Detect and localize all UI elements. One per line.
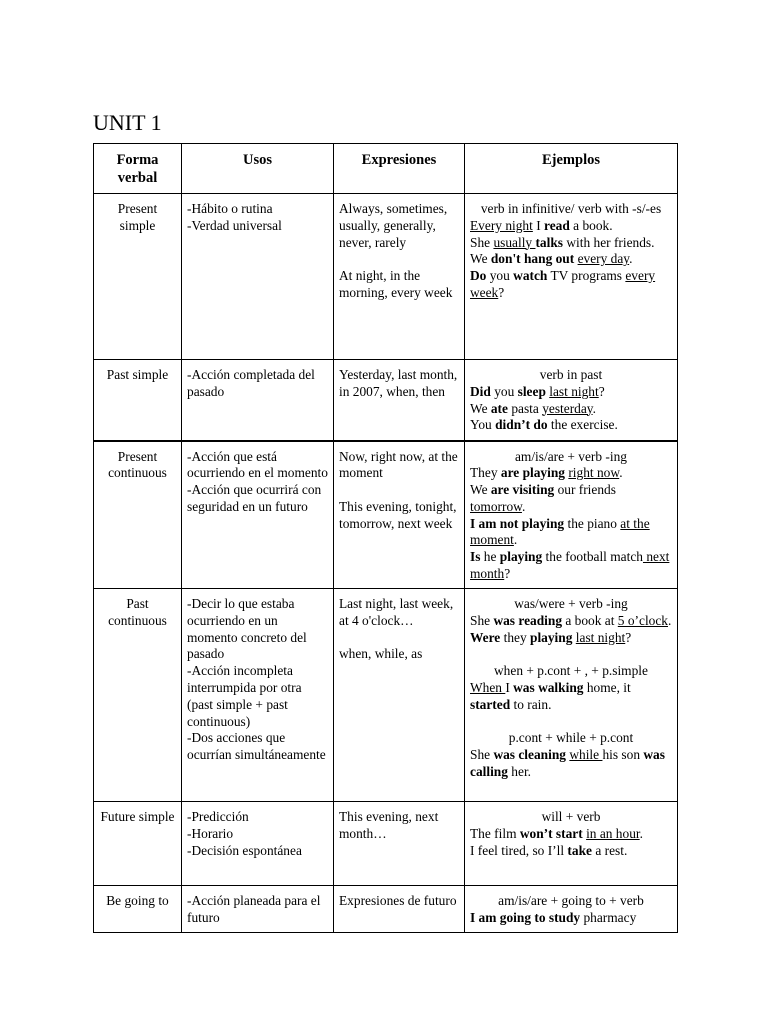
structure-formula: will + verb xyxy=(541,809,601,824)
form-text: Present simple xyxy=(117,201,158,233)
bold-verb: was reading xyxy=(493,612,563,628)
use-item: -Horario xyxy=(187,825,234,841)
structure-formula: verb in infinitive/ verb with -s/-es xyxy=(480,201,662,216)
text-segment: . xyxy=(619,465,623,481)
header-ejemplos: Ejemplos xyxy=(465,144,678,194)
header-expresiones: Expresiones xyxy=(334,144,465,194)
form-text: Past simple xyxy=(106,367,169,382)
structure-formula: verb in past xyxy=(539,367,603,382)
underlined-time-expression: last night xyxy=(549,383,599,399)
text-segment: TV programs xyxy=(547,268,626,284)
underlined-time-expression: in an hour xyxy=(586,825,640,841)
use-item: -Hábito o rutina xyxy=(187,201,273,216)
uses-cell xyxy=(182,802,334,886)
page-title: UNIT 1 xyxy=(93,110,162,135)
bold-verb: Did xyxy=(470,383,491,399)
example-sentence xyxy=(470,482,672,516)
structure-formula: was/were + verb -ing xyxy=(514,596,628,611)
text-segment: a rest. xyxy=(591,842,628,858)
use-item: -Predicción xyxy=(187,809,249,824)
text-segment: She xyxy=(470,747,494,763)
text-segment: pasta xyxy=(507,400,543,416)
structure-formula: p.cont + while + p.cont xyxy=(508,730,634,746)
text-segment: I xyxy=(505,679,514,695)
text-segment: the piano xyxy=(564,515,621,531)
bold-verb: didn’t do xyxy=(495,417,548,433)
uses-cell xyxy=(182,194,334,360)
bold-verb: are playing xyxy=(500,465,565,481)
examples-cell xyxy=(465,194,678,360)
example-sentence xyxy=(470,826,672,843)
example-sentence xyxy=(470,516,672,550)
underlined-time-expression: right now xyxy=(568,465,620,481)
bold-verb: won’t start xyxy=(519,825,583,841)
text-segment: ? xyxy=(504,566,511,582)
text-segment: her. xyxy=(507,763,532,779)
text-segment: he xyxy=(480,549,500,565)
underlined-time-expression: yesterday xyxy=(542,400,593,416)
bold-verb: sleep xyxy=(517,383,546,399)
bold-verb: I am not playing xyxy=(470,515,565,531)
underlined-time-expression: every week xyxy=(470,268,656,300)
use-item: -Acción planeada para el futuro xyxy=(187,893,321,925)
example-sentence xyxy=(470,549,672,583)
examples-cell xyxy=(465,441,678,589)
text-segment: the football match xyxy=(542,549,643,565)
expression-item: Always, sometimes, usually, generally, never, rarely xyxy=(339,201,448,250)
text-segment: . xyxy=(668,612,672,628)
bold-verb: talks xyxy=(535,234,564,250)
text-segment: a book at xyxy=(562,612,618,628)
form-text: Present continuous xyxy=(108,448,167,481)
example-sentence xyxy=(470,417,672,434)
bold-verb: don't hang out xyxy=(490,251,575,267)
form-cell xyxy=(94,802,182,886)
expression-item: This evening, next month… xyxy=(339,809,439,841)
table-row xyxy=(94,802,678,886)
bold-verb: watch xyxy=(513,268,548,284)
structure-formula: am/is/are + verb -ing xyxy=(514,448,628,464)
use-item: -Acción que ocurrirá con seguridad en un futuro xyxy=(187,482,322,514)
example-sentence xyxy=(470,235,672,252)
use-item: -Verdad universal xyxy=(187,217,282,233)
structure-formula: am/is/are + going to + verb xyxy=(498,893,644,908)
text-segment: you xyxy=(490,383,518,399)
text-segment: We xyxy=(470,251,491,267)
text-segment: She xyxy=(470,234,494,250)
example-sentence xyxy=(470,680,672,714)
text-segment: with her friends. xyxy=(563,234,655,250)
table-row xyxy=(94,589,678,802)
use-item: -Decir lo que estaba ocurriendo en un momento concreto del pasado xyxy=(187,596,307,662)
text-segment: ? xyxy=(498,284,505,300)
examples-cell xyxy=(465,360,678,441)
text-segment: . xyxy=(639,825,643,841)
bold-verb: take xyxy=(567,842,592,858)
uses-cell xyxy=(182,886,334,933)
example-sentence xyxy=(470,630,672,647)
table-row xyxy=(94,441,678,589)
underlined-time-expression: next month xyxy=(470,549,670,582)
form-cell xyxy=(94,589,182,802)
text-segment: his son xyxy=(602,747,644,763)
example-sentence xyxy=(470,251,672,268)
text-segment: they xyxy=(500,629,530,645)
bold-verb: playing xyxy=(530,629,573,645)
example-sentence xyxy=(470,910,672,927)
bold-verb: started xyxy=(470,696,511,712)
expression-item: This evening, tonight, tomorrow, next week xyxy=(339,498,457,531)
expressions-cell xyxy=(334,194,465,360)
text-segment: to rain. xyxy=(510,696,552,712)
example-sentence xyxy=(470,268,672,302)
table-row xyxy=(94,886,678,933)
underlined-time-expression: last night xyxy=(575,629,626,645)
text-segment: you xyxy=(486,268,514,284)
underlined-time-expression: 5 o’clock xyxy=(617,612,668,628)
text-segment: our friends xyxy=(554,482,616,498)
bold-verb: I am going to study xyxy=(470,909,581,925)
text-segment: home, it xyxy=(583,679,631,695)
text-segment: The film xyxy=(470,825,520,841)
text-segment: We xyxy=(470,482,491,498)
underlined-time-expression: every day xyxy=(577,251,630,267)
text-segment: They xyxy=(470,465,501,481)
text-segment: ? xyxy=(625,629,632,645)
bold-verb: was cleaning xyxy=(493,747,566,763)
use-item: -Acción completada del pasado xyxy=(187,367,315,399)
use-item: -Acción incompleta interrumpida por otra (past simple + past continuous) xyxy=(187,663,302,729)
underlined-time-expression: at the moment xyxy=(470,515,650,548)
text-segment: You xyxy=(470,417,496,433)
form-text: Future simple xyxy=(100,809,175,824)
bold-verb: Were xyxy=(470,629,501,645)
text-segment: We xyxy=(470,400,491,416)
text-segment: . xyxy=(521,498,526,514)
example-sentence xyxy=(470,747,672,781)
expressions-cell xyxy=(334,360,465,441)
bold-verb: was walking xyxy=(513,679,584,695)
expression-item: Now, right now, at the moment xyxy=(339,448,458,481)
bold-verb: playing xyxy=(499,549,543,565)
example-sentence xyxy=(470,384,672,401)
underlined-time-expression: tomorrow xyxy=(470,498,522,514)
expression-item: Last night, last week, at 4 o'clock… xyxy=(339,596,454,628)
expression-item: Yesterday, last month, in 2007, when, then xyxy=(339,367,458,399)
text-segment: . xyxy=(592,400,596,416)
structure-formula: when + p.cont + , + p.simple xyxy=(494,663,648,679)
table-header-row xyxy=(94,144,678,194)
table-row xyxy=(94,360,678,441)
text-segment: I feel tired, so I’ll xyxy=(470,842,568,858)
header-usos: Usos xyxy=(182,144,334,194)
expressions-cell xyxy=(334,589,465,802)
text-segment: She xyxy=(470,612,494,628)
header-forma-verbal: Forma verbal xyxy=(94,144,182,194)
use-item: -Decisión espontánea xyxy=(187,842,302,858)
bold-verb: Is xyxy=(470,549,481,565)
example-sentence xyxy=(470,465,672,482)
form-cell xyxy=(94,441,182,589)
expressions-cell xyxy=(334,886,465,933)
bold-verb: read xyxy=(544,217,570,233)
underlined-time-expression: Every night xyxy=(470,217,533,233)
use-item: -Dos acciones que ocurrían simultáneamente xyxy=(187,730,326,763)
underlined-time-expression: while xyxy=(569,747,603,763)
text-segment: . xyxy=(513,532,518,548)
text-segment: I xyxy=(532,217,545,233)
underlined-time-expression: When xyxy=(470,679,506,695)
examples-cell xyxy=(465,802,678,886)
uses-cell xyxy=(182,360,334,441)
example-sentence xyxy=(470,843,672,860)
form-cell xyxy=(94,360,182,441)
expressions-cell xyxy=(334,802,465,886)
uses-cell xyxy=(182,589,334,802)
expressions-cell xyxy=(334,441,465,589)
form-cell xyxy=(94,886,182,933)
text-segment: pharmacy xyxy=(580,909,637,925)
underlined-time-expression: usually xyxy=(493,234,536,250)
bold-verb: are visiting xyxy=(490,482,555,498)
example-sentence xyxy=(470,218,672,235)
text-segment: a book. xyxy=(569,217,613,233)
bold-verb: ate xyxy=(490,400,508,416)
example-sentence xyxy=(470,401,672,418)
expression-item: Expresiones de futuro xyxy=(339,893,457,908)
examples-cell xyxy=(465,886,678,933)
text-segment: ? xyxy=(598,383,605,399)
bold-verb: Do xyxy=(470,268,487,284)
expression-item: At night, in the morning, every week xyxy=(339,268,453,300)
uses-cell xyxy=(182,441,334,589)
form-cell xyxy=(94,194,182,360)
form-text: Past continuous xyxy=(108,596,167,628)
grammar-table xyxy=(93,143,678,933)
expression-item: when, while, as xyxy=(339,646,423,662)
example-sentence xyxy=(470,613,672,630)
bold-verb: was calling xyxy=(470,747,665,779)
use-item: -Acción que está ocurriendo en el momento xyxy=(187,448,328,481)
text-segment: . xyxy=(629,251,633,267)
text-segment: the exercise. xyxy=(547,417,618,433)
form-text: Be going to xyxy=(106,893,169,908)
examples-cell xyxy=(465,589,678,802)
table-row xyxy=(94,194,678,360)
